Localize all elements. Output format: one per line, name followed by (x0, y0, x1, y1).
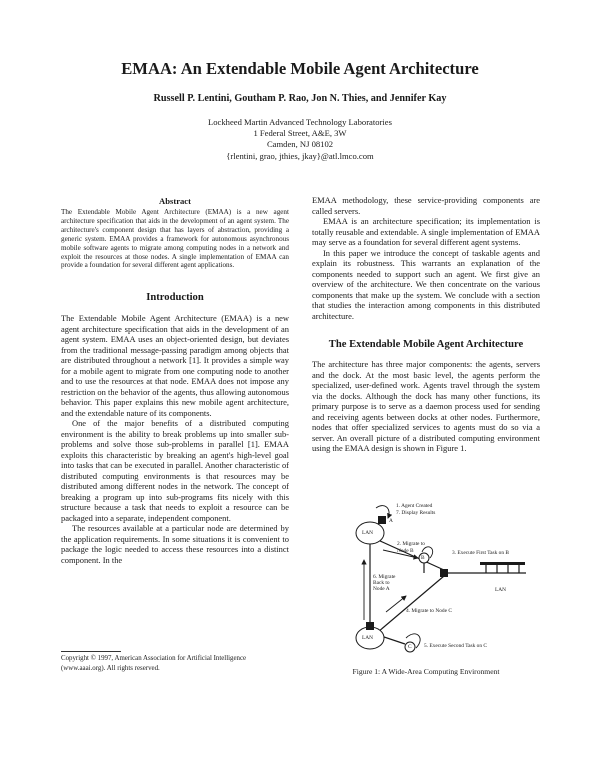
label-node-a: A (389, 518, 393, 524)
architecture-paragraph: The architecture has three major components: the agents, servers and the dock. At the most basic level, the agents perform the specialized, user-defined work. Agents travel through the system via the docks. Although the dock has many other functions, its primary purpose is to serve as a daemon process used for sending and receiving agents between docks at other nodes. Furthermore, nodes that offer specialized services to agents must do so via a server. An overall picture of a distributed computing environment using the EMAA design is shown in Figure 1. (312, 359, 540, 453)
label-lan-bottom: LAN (362, 635, 374, 641)
paper-title: EMAA: An Extendable Mobile Agent Architecture (121, 59, 479, 78)
router-right (440, 569, 448, 577)
right-paragraph-2: EMAA is an architecture specification; its implementation is totally reusable and extendable. A single implementation of EMAA may serve as a foundation for several different agent systems. (312, 216, 540, 247)
figure-1 (320, 500, 532, 658)
label-step-5: 5. Execute Second Task on C (424, 643, 487, 649)
right-paragraph-1: EMAA methodology, these service-providing components are called servers. (312, 195, 540, 216)
label-step-6-c: Node A (373, 586, 390, 592)
affiliation-line: Camden, NJ 08102 (266, 139, 334, 150)
right-paragraph-3: In this paper we introduce the concept of taskable agents and explain its robustness. This warrants an explanation of the components needed to support such an agent. We first give an overview of the architecture. We then concentrate on the various components that make up the system. We conclude with a section that studies the interaction among components in this distributed architecture. (312, 247, 540, 321)
label-node-c: C (408, 644, 412, 650)
label-step-7: 7. Display Results (396, 510, 436, 516)
workstation (513, 562, 525, 565)
network-diagram (320, 500, 532, 658)
introduction-heading: Introduction (146, 292, 204, 304)
label-step-6: 6. Migrate (373, 574, 396, 580)
migrate-to-c-arrow (386, 596, 406, 612)
label-lan-right: LAN (495, 587, 507, 593)
affiliation-email: {rlentini, grao, jthies, jkay}@atl.lmco.com (226, 150, 374, 161)
workstation (491, 562, 503, 565)
affiliation-block (0, 117, 600, 162)
left-column (61, 196, 289, 565)
label-step-3: 3. Execute First Task on B (452, 550, 510, 556)
label-step-1: 1. Agent Created (396, 503, 433, 509)
intro-paragraph-1: The Extendable Mobile Agent Architecture (EMAA) is a new agent architecture specification that aids in the development of an agent system. EMAA uses an object-oriented design, but deviates from the traditional message-passing paradigm among objects that are distributed throughout a network [1]. It provides a simple way for a mobile agent to migrate from one computing node to another and to use the resources at that node. EMAA does not impose any restriction on the behavior of the agents, thus allowing autonomous behavior. This paper explains this new mobile agent architecture, and the extendable nature of its components. (61, 313, 289, 418)
label-node-b: B (421, 555, 425, 561)
architecture-heading: The Extendable Mobile Agent Architecture (328, 339, 524, 350)
intro-paragraph-2: One of the major benefits of a distributed computing environment is the ability to break problems up into smaller sub-problems and solve those sub-problems in parallel [1]. EMAA exploits this characteristic by breaking an agent's high-level goal into tasks that can be executed in parallel. Another characteristic of distributed computing environments is that resources may be distributed among different nodes in the network. The concept of breaking a program up into sub-programs fits nicely with this structure because a task that needs to exploit a resource can be packaged into a separate, independent component. (61, 418, 289, 523)
right-column (312, 195, 540, 454)
node-a-computer (378, 516, 386, 524)
abstract-text: The Extendable Mobile Agent Architecture (EMAA) is a new agent architecture specification that aids in the development of an agent system. The architecture's component design that has layers of abstraction, providing a generic system. EMAA provides a framework for autonomous asynchronous mobile software agents to migrate among computing nodes in a network and exploit the resources at those nodes. A single implementation of EMAA can provide a foundation for several different agent applications. (61, 208, 289, 270)
label-step-6-b: Back to (373, 580, 390, 586)
label-step-4: 4. Migrate to Node C (406, 608, 452, 614)
affiliation-line: Lockheed Martin Advanced Technology Laboratories (208, 117, 392, 127)
label-lan-top: LAN (362, 530, 374, 536)
router-bottom (366, 622, 374, 630)
node-c-link (381, 636, 405, 644)
figure-caption: Figure 1: A Wide-Area Computing Environment (352, 667, 500, 676)
workstation (480, 562, 492, 565)
label-step-2: 2. Migrate to (397, 541, 425, 547)
author-list: Russell P. Lentini, Goutham P. Rao, Jon N. Thies, and Jennifer Kay (153, 93, 447, 104)
copyright-footnote: Copyright © 1997, American Association for Artificial Intelligence (www.aaai.org). All rights reserved. (61, 655, 247, 672)
abstract-heading: Abstract (159, 196, 191, 206)
label-step-2-node: Node B (397, 548, 414, 554)
intro-paragraph-3: The resources available at a particular node are determined by the application requirements. In some situations it is convenient to package the logic needed to access these resources into a distinct component. In the (61, 523, 289, 565)
affiliation-line: 1 Federal Street, A&E, 3W (253, 128, 347, 139)
footnote-divider (61, 651, 121, 652)
workstation (502, 562, 514, 565)
